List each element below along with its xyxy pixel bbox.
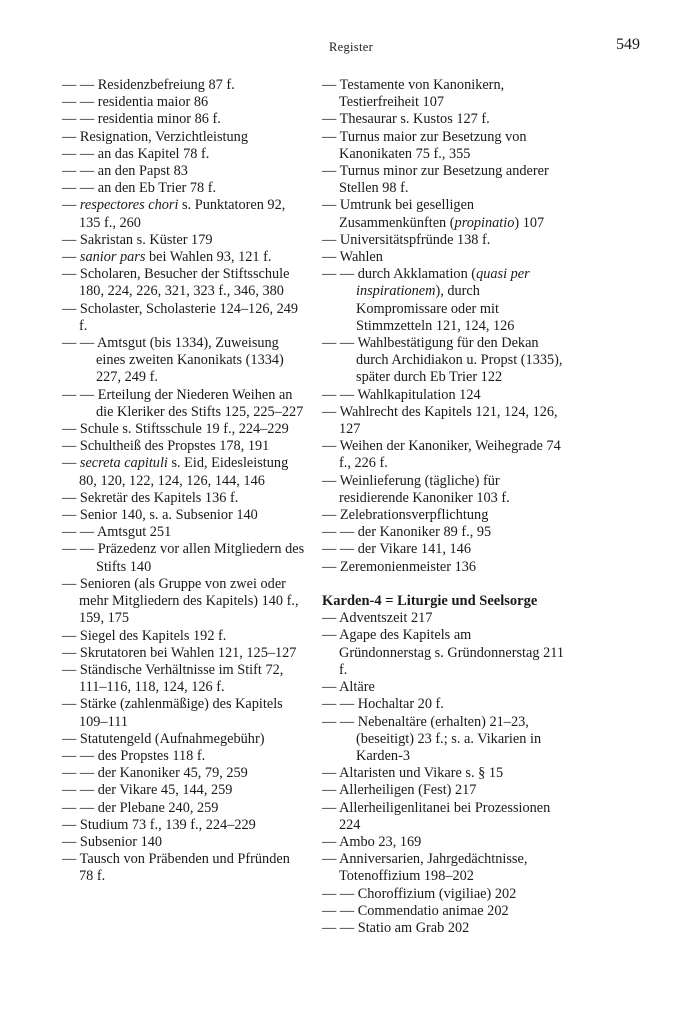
entry-text: — — Residenzbefreiung 87 f. <box>62 77 235 93</box>
index-entry <box>322 886 566 903</box>
entry-text: — — residentia maior 86 <box>62 94 209 111</box>
index-entry <box>322 627 566 679</box>
entry-text: — Adventszeit 217 <box>322 610 433 627</box>
entry-text: — Stärke (zahlenmäßige) des Kapitels 109–111 <box>62 696 283 730</box>
index-entry <box>62 455 307 489</box>
entry-text: Karden-4 = Liturgie und Seelsorge <box>322 593 538 610</box>
index-entry <box>62 765 307 782</box>
entry-text: — Schultheiß des Propstes 178, 191 <box>62 438 270 455</box>
index-entry <box>62 301 307 335</box>
index-entry <box>62 628 307 645</box>
entry-text: — Wahlen <box>322 249 383 266</box>
entry-prefix: — <box>62 455 80 472</box>
entry-text: — Scholaren, Besucher der Stiftsschule 180, 224, 226, 321, 323 f., 346, 380 <box>62 266 290 300</box>
entry-text: — — an das Kapitel 78 f. <box>62 145 210 162</box>
entry-text: — — der Kanoniker 45, 79, 259 <box>62 765 248 782</box>
index-entry <box>62 782 307 799</box>
entry-text: — Resignation, Verzichtleistung <box>62 128 248 145</box>
entry-latin-term: secreta capituli <box>79 455 168 472</box>
index-entry <box>62 249 307 266</box>
entry-text: — Studium 73 f., 139 f., 224–229 <box>62 816 256 833</box>
index-entry <box>322 834 566 851</box>
entry-text: — — Commendatio animae 202 <box>322 902 509 919</box>
index-entry <box>62 146 307 163</box>
index-entry <box>62 645 307 662</box>
entry-text: — — der Plebane 240, 259 <box>62 799 219 816</box>
index-entry <box>322 679 566 696</box>
entry-text: — — Erteilung der Niederen Weihen an die Kleriker des Stifts 125, 225–227 <box>62 386 304 420</box>
entry-text: ), durch Kompromissare oder mit Stimmzetteln 121, 124, 126 <box>356 283 515 334</box>
entry-text: — Ambo 23, 169 <box>322 833 422 850</box>
index-entry <box>62 490 307 507</box>
page-header <box>62 34 640 60</box>
entry-text: — Senioren (als Gruppe von zwei oder mehr Mitgliedern des Kapitels) 140 f., 159, 175 <box>62 575 299 627</box>
index-entry <box>62 834 307 851</box>
entry-text: — Universitätspfründe 138 f. <box>322 231 491 248</box>
entry-text: — Weihen der Kanoniker, Weihegrade 74 f., 226 f. <box>322 438 561 472</box>
entry-text: — Wahlrecht des Kapitels 121, 124, 126, 127 <box>322 403 558 438</box>
index-entry <box>62 421 307 438</box>
entry-text: — Agape des Kapitels am Gründonnerstag s. Gründonnerstag 211 f. <box>322 627 565 678</box>
entry-text: — Ständische Verhältnisse im Stift 72, 111–116, 118, 124, 126 f. <box>62 661 284 696</box>
entry-text: — — an den Eb Trier 78 f. <box>62 180 217 197</box>
entry-prefix: — Umtrunk bei geselligen Zusammenkünften ( <box>322 197 475 231</box>
index-entry <box>322 111 566 128</box>
entry-text: ) 107 <box>514 214 545 231</box>
entry-text: — — Choroffizium (vigiliae) 202 <box>322 885 517 902</box>
index-entry <box>322 782 566 799</box>
entry-text: — Skrutatoren bei Wahlen 121, 125–127 <box>62 644 297 661</box>
entry-text: — — Präzedenz vor allen Mitgliedern des Stifts 140 <box>62 541 305 575</box>
index-entry <box>322 266 566 335</box>
index-entry <box>322 77 566 111</box>
index-entry <box>62 163 307 180</box>
entry-prefix: — <box>62 249 80 266</box>
index-entry <box>322 507 566 524</box>
entry-text: — Schule s. Stiftsschule 19 f., 224–229 <box>62 421 289 438</box>
index-entry <box>62 129 307 146</box>
index-entry <box>322 197 566 231</box>
index-entry <box>322 903 566 920</box>
index-entry <box>322 387 566 404</box>
entry-text: — — der Vikare 45, 144, 259 <box>62 782 233 799</box>
index-entry <box>322 696 566 713</box>
entry-text: — Allerheiligenlitanei bei Prozessionen 224 <box>322 799 551 833</box>
index-entry <box>62 507 307 524</box>
entry-text: s. Punktatoren 92, 135 f., 260 <box>79 197 286 231</box>
entry-text: — Altäre <box>322 679 375 696</box>
entry-text: — Statutengeld (Aufnahmegebühr) <box>62 730 265 747</box>
entry-prefix: — <box>62 197 80 214</box>
index-entry <box>322 541 566 558</box>
entry-text: — Turnus maior zur Besetzung von Kanonikaten 75 f., 355 <box>322 128 527 162</box>
index-entry <box>62 387 307 421</box>
entry-text: — — Wahlkapitulation 124 <box>322 386 481 403</box>
index-entry <box>62 94 307 111</box>
index-entry <box>322 438 566 472</box>
index-entry <box>62 696 307 730</box>
entry-text: — Senior 140, s. a. Subsenior 140 <box>62 507 258 524</box>
index-entry <box>62 266 307 300</box>
entry-text: — Anniversarien, Jahrgedächtnisse, Totenoffizium 198–202 <box>322 851 528 885</box>
index-entry <box>62 524 307 541</box>
index-entry <box>322 524 566 541</box>
index-entry <box>62 335 307 387</box>
entry-latin-term: quasi per inspirationem <box>356 266 530 300</box>
entry-text: — — Statio am Grab 202 <box>322 919 470 936</box>
entry-text: — — des Propstes 118 f. <box>62 747 206 764</box>
entry-text: — Sakristan s. Küster 179 <box>62 231 213 248</box>
index-entry <box>322 129 566 163</box>
index-entry <box>62 576 307 628</box>
index-entry <box>62 541 307 575</box>
entry-text: — Testamente von Kanonikern, Testierfreiheit 107 <box>322 77 505 111</box>
entry-text: — — Hochaltar 20 f. <box>322 696 444 713</box>
entry-text: — Sekretär des Kapitels 136 f. <box>62 489 239 506</box>
index-column-left <box>62 77 307 886</box>
index-entry <box>322 851 566 885</box>
entry-text: — — der Vikare 141, 146 <box>322 541 471 558</box>
entry-text: — Zelebrationsverpflichtung <box>322 507 489 524</box>
index-entry <box>322 714 566 766</box>
section-heading <box>322 593 566 610</box>
index-entry <box>62 197 307 231</box>
entry-latin-term: respectores chori <box>79 197 179 214</box>
index-entry <box>62 662 307 696</box>
index-entry <box>322 473 566 507</box>
index-entry <box>62 180 307 197</box>
entry-text: — — an den Papst 83 <box>62 163 188 180</box>
page-number: 549 <box>616 36 640 53</box>
index-entry <box>322 559 566 576</box>
index-entry <box>322 920 566 937</box>
index-entry <box>322 404 566 438</box>
index-entry <box>62 438 307 455</box>
entry-text: — — Nebenaltäre (erhalten) 21–23, (beseitigt) 23 f.; s. a. Vikarien in Karden-3 <box>322 713 542 764</box>
entry-text: — — Amtsgut 251 <box>62 524 172 541</box>
entry-text: — Thesaurar s. Kustos 127 f. <box>322 111 490 128</box>
index-entry <box>322 232 566 249</box>
index-entry <box>62 817 307 834</box>
entry-text: — Subsenior 140 <box>62 833 163 850</box>
index-entry <box>62 111 307 128</box>
entry-text: bei Wahlen 93, 121 f. <box>145 249 272 266</box>
entry-text: — Scholaster, Scholasterie 124–126, 249 f. <box>62 300 299 334</box>
entry-text: — — residentia minor 86 f. <box>62 111 221 128</box>
index-entry <box>62 851 307 885</box>
index-entry <box>62 800 307 817</box>
entry-text: — — Amtsgut (bis 1334), Zuweisung eines zweiten Kanonikats (1334) 227, 249 f. <box>62 335 284 386</box>
index-entry <box>62 232 307 249</box>
entry-latin-term: propinatio <box>454 214 515 231</box>
index-entry <box>322 249 566 266</box>
entry-latin-term: sanior pars <box>79 249 146 266</box>
index-entry <box>62 77 307 94</box>
entry-text: — Altaristen und Vikare s. § 15 <box>322 765 504 782</box>
index-entry <box>322 610 566 627</box>
entry-text: — — der Kanoniker 89 f., 95 <box>322 524 492 541</box>
entry-text: — Allerheiligen (Fest) 217 <box>322 782 477 799</box>
index-column-right <box>322 77 566 937</box>
entry-text: — Siegel des Kapitels 192 f. <box>62 627 227 644</box>
entry-prefix: — — durch Akklamation ( <box>322 266 477 283</box>
index-entry <box>62 748 307 765</box>
entry-text: — — Wahlbestätigung für den Dekan durch Archidiakon u. Propst (1335), später durch Eb Trier 122 <box>322 335 563 386</box>
index-entry <box>322 163 566 197</box>
index-entry <box>322 765 566 782</box>
entry-text: — Turnus minor zur Besetzung anderer Stellen 98 f. <box>322 163 549 197</box>
index-entry <box>322 800 566 834</box>
entry-text: — Tausch von Präbenden und Pfründen 78 f. <box>62 851 290 885</box>
entry-text: s. Eid, Eidesleistung 80, 120, 122, 124, 126, 144, 146 <box>79 455 289 489</box>
entry-text: — Zeremonienmeister 136 <box>322 558 477 575</box>
running-head: Register <box>328 40 374 54</box>
index-entry <box>62 731 307 748</box>
entry-text: — Weinlieferung (tägliche) für residierende Kanoniker 103 f. <box>322 472 510 506</box>
index-entry <box>322 335 566 387</box>
